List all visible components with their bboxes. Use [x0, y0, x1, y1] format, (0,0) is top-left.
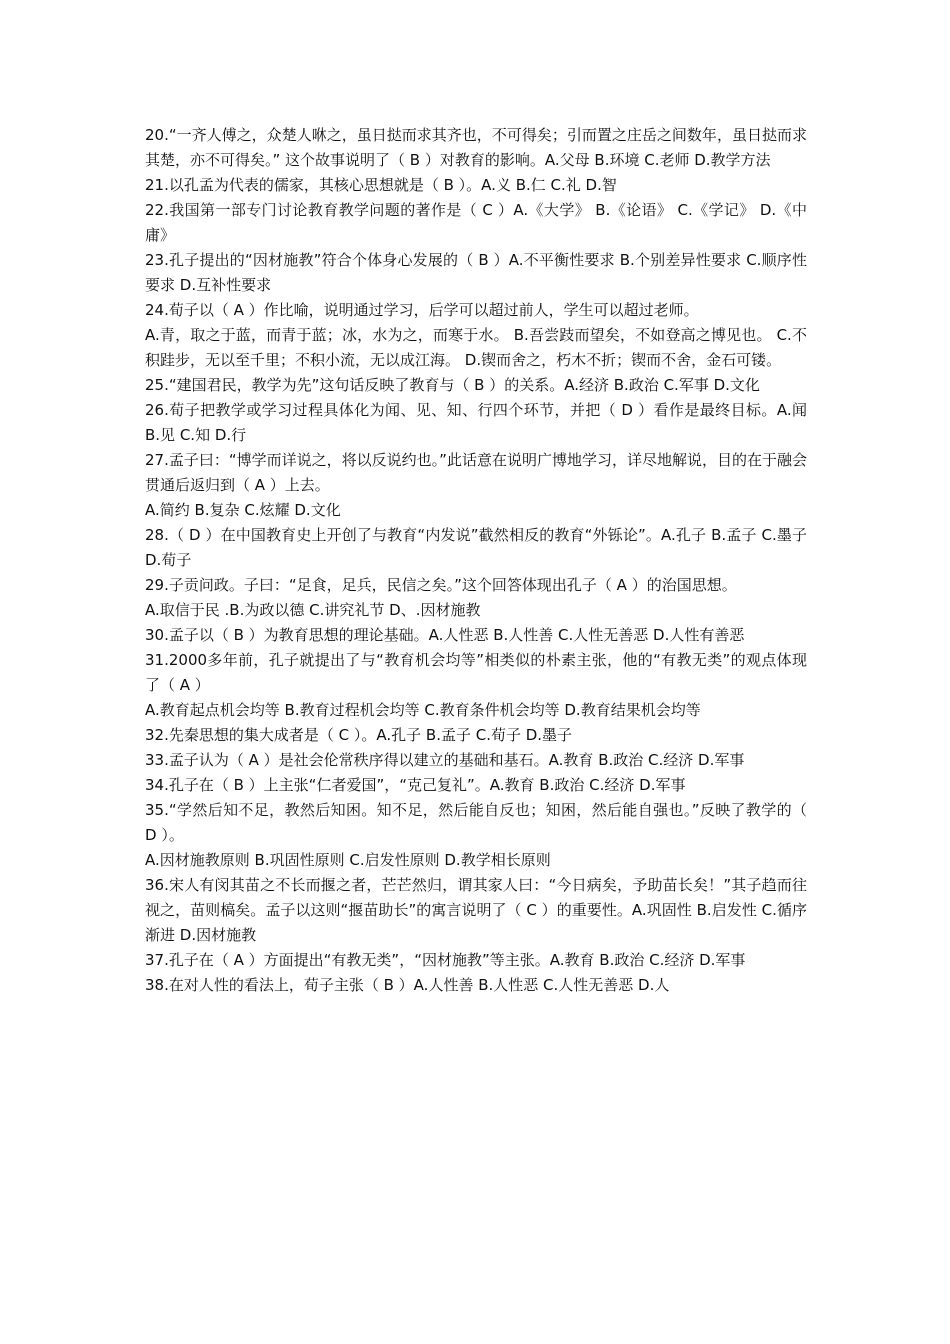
question-38: 38.在对人性的看法上，荀子主张（ B ）A.人性善 B.人性恶 C.人性无善恶 D.人 — [145, 976, 670, 994]
question-27: 27.孟子曰：“博学而详说之，将以反说约也。”此话意在说明广博地学习，详尽地解说，目的在于融会贯通后返归到（ A ）上去。 — [145, 451, 807, 494]
question-31: 31.2000多年前，孔子就提出了与“教育机会均等”相类似的朴素主张，他的“有教无类”的观点体现了（ A ） — [145, 651, 807, 694]
question-29: 29.子贡问政。子曰：“足食，足兵，民信之矣。”这个回答体现出孔子（ A ）的治国思想。 — [145, 576, 737, 594]
question-23: 23.孔子提出的“因材施教”符合个体身心发展的（ B ）A.不平衡性要求 B.个别差异性要求 C.顺序性要求 D.互补性要求 — [145, 251, 807, 294]
question-29-options: A.取信于民 .B.为政以德 C.讲究礼节 D、.因材施教 — [145, 601, 481, 619]
question-24: 24.荀子以（ A ）作比喻，说明通过学习，后学可以超过前人，学生可以超过老师。 — [145, 301, 699, 319]
question-36: 36.宋人有闵其苗之不长而揠之者，芒芒然归，谓其家人曰：“今日病矣，予助苗长矣！”其子趋而往视之，苗则槁矣。孟子以这则“揠苗助长”的寓言说明了（ C ）的重要性。A.巩固性 B.启发性 C.循序渐进 D.因材施教 — [145, 876, 807, 944]
question-24-options: A.青，取之于蓝，而青于蓝；冰，水为之，而寒于水。 B.吾尝跂而望矣，不如登高之博见也。 C.不积跬步，无以至千里；不积小流，无以成江海。 D.锲而舍之，朽木不折；锲而不舍，金石可镂。 — [145, 326, 807, 369]
question-28: 28.（ D ）在中国教育史上开创了与教育“内发说”截然相反的教育“外铄论”。A.孔子 B.孟子 C.墨子 D.荀子 — [145, 526, 807, 569]
question-31-options: A.教育起点机会均等 B.教育过程机会均等 C.教育条件机会均等 D.教育结果机会均等 — [145, 701, 701, 719]
question-list — [145, 123, 807, 998]
question-26: 26.荀子把教学或学习过程具体化为闻、见、知、行四个环节，并把（ D ）看作是最终目标。A.闻 B.见 C.知 D.行 — [145, 401, 807, 444]
question-30: 30.孟子以（ B ）为教育思想的理论基础。A.人性恶 B.人性善 C.人性无善恶 D.人性有善恶 — [145, 626, 745, 644]
question-25: 25.“建国君民，教学为先”这句话反映了教育与（ B ）的关系。A.经济 B.政治 C.军事 D.文化 — [145, 376, 760, 394]
question-37: 37.孔子在（ A ）方面提出“有教无类”，“因材施教”等主张。A.教育 B.政治 C.经济 D.军事 — [145, 951, 746, 969]
question-33: 33.孟子认为（ A ）是社会伦常秩序得以建立的基础和基石。A.教育 B.政治 C.经济 D.军事 — [145, 751, 745, 769]
question-32: 32.先秦思想的集大成者是（ C ）。A.孔子 B.孟子 C.荀子 D.墨子 — [145, 726, 573, 744]
question-20: 20.“一齐人傅之，众楚人咻之，虽日挞而求其齐也，不可得矣；引而置之庄岳之间数年，虽日挞而求其楚，亦不可得矣。” 这个故事说明了（ B ）对教育的影响。A.父母 B.环境 C.老师 D.教学方法 — [145, 126, 807, 169]
question-35: 35.“学然后知不足，教然后知困。知不足，然后能自反也；知困，然后能自强也。”反映了教学的（ D ）。 — [145, 801, 807, 844]
question-21: 21.以孔孟为代表的儒家，其核心思想就是（ B ）。A.义 B.仁 C.礼 D.智 — [145, 176, 617, 194]
question-22: 22.我国第一部专门讨论教育教学问题的著作是（ C ）A.《大学》 B.《论语》 C.《学记》 D.《中庸》 — [145, 201, 807, 244]
question-35-options: A.因材施教原则 B.巩固性原则 C.启发性原则 D.教学相长原则 — [145, 851, 551, 869]
question-27-options: A.简约 B.复杂 C.炫耀 D.文化 — [145, 501, 341, 519]
question-34: 34.孔子在（ B ）上主张“仁者爱国”，“克己复礼”。A.教育 B.政治 C.经济 D.军事 — [145, 776, 686, 794]
